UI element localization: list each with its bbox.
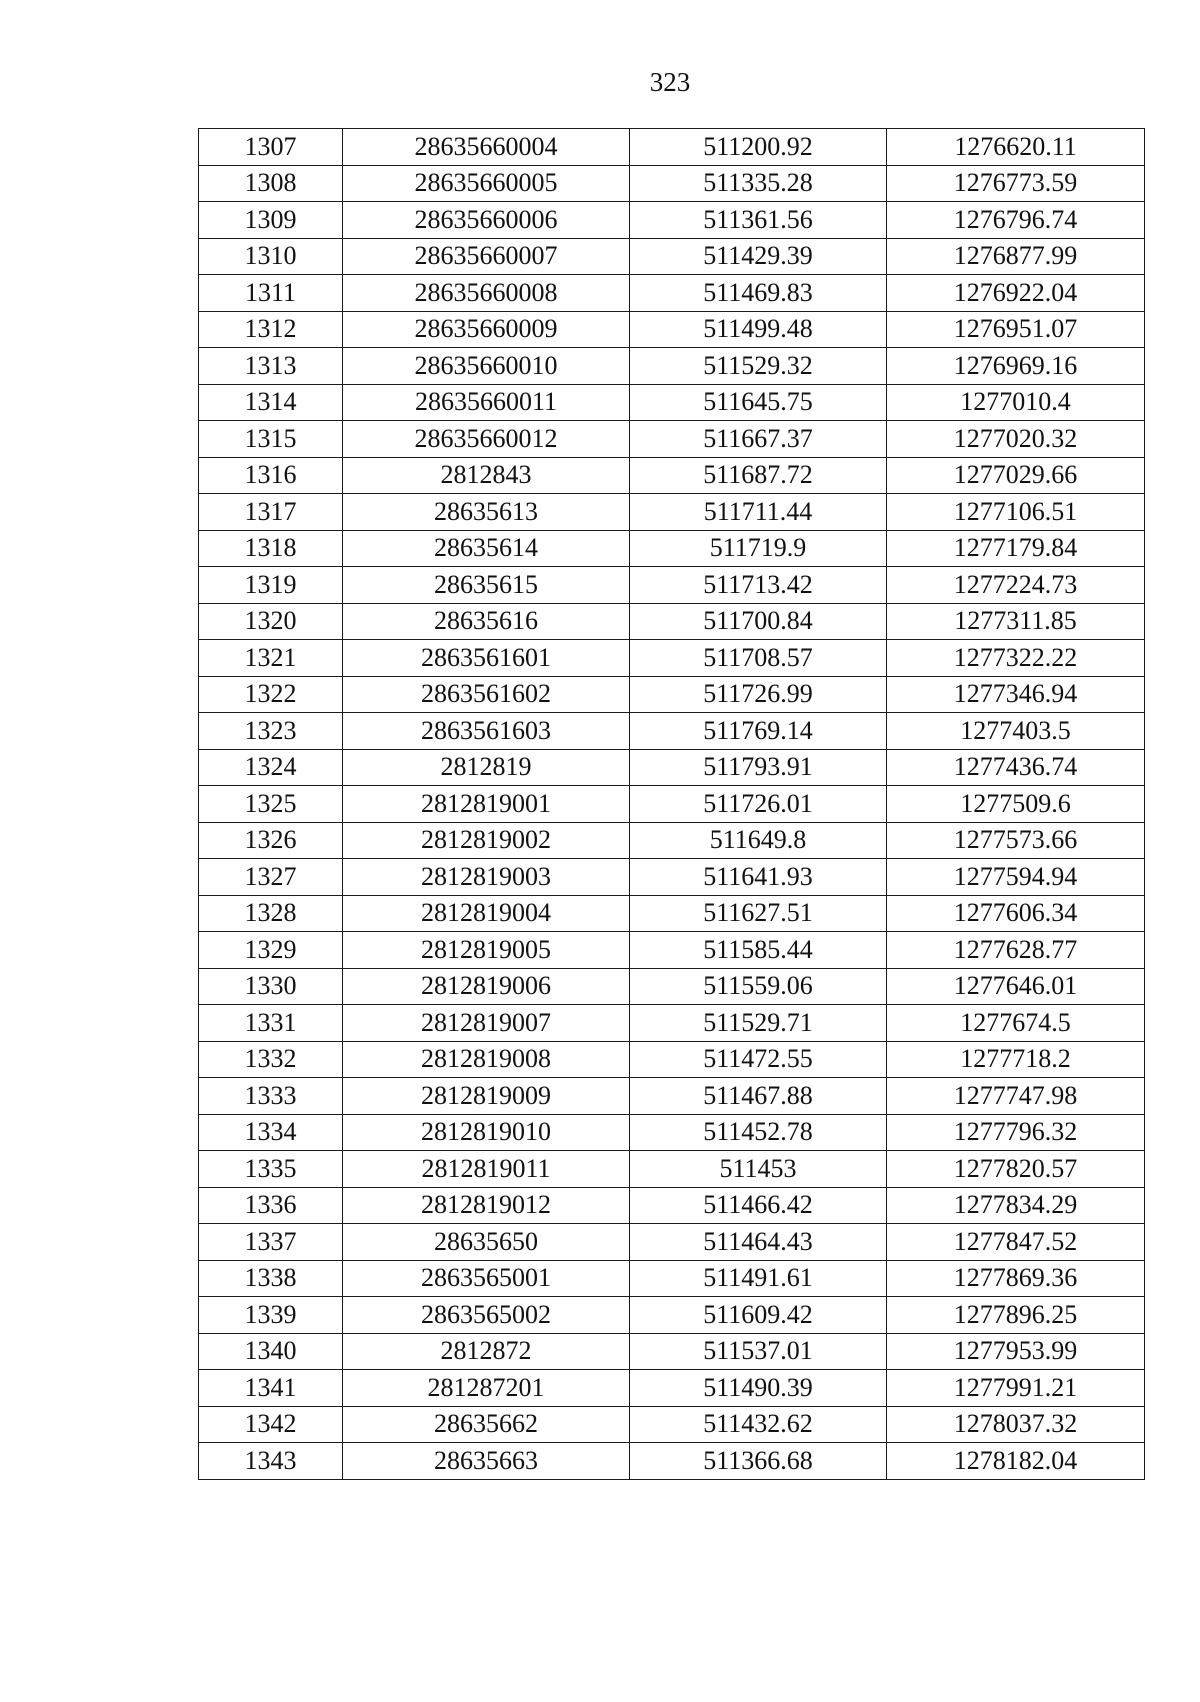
x-coordinate-cell: 511641.93	[630, 859, 887, 896]
row-number-cell: 1338	[199, 1260, 343, 1297]
row-number-cell: 1324	[199, 749, 343, 786]
row-number-cell: 1310	[199, 238, 343, 275]
x-coordinate-cell: 511726.01	[630, 786, 887, 823]
y-coordinate-cell: 1277436.74	[887, 749, 1145, 786]
point-id-cell: 28635660007	[343, 238, 630, 275]
row-number-cell: 1327	[199, 859, 343, 896]
table-row	[199, 822, 1145, 859]
table-row	[199, 1187, 1145, 1224]
y-coordinate-cell: 1277179.84	[887, 530, 1145, 567]
point-id-cell: 28635660009	[343, 311, 630, 348]
x-coordinate-cell: 511559.06	[630, 968, 887, 1005]
row-number-cell: 1329	[199, 932, 343, 969]
x-coordinate-cell: 511432.62	[630, 1406, 887, 1443]
point-id-cell: 28635663	[343, 1443, 630, 1480]
row-number-cell: 1311	[199, 275, 343, 312]
row-number-cell: 1317	[199, 494, 343, 531]
x-coordinate-cell: 511472.55	[630, 1041, 887, 1078]
y-coordinate-cell: 1277346.94	[887, 676, 1145, 713]
y-coordinate-cell: 1277029.66	[887, 457, 1145, 494]
x-coordinate-cell: 511469.83	[630, 275, 887, 312]
table-row	[199, 165, 1145, 202]
point-id-cell: 2863561601	[343, 640, 630, 677]
y-coordinate-cell: 1277020.32	[887, 421, 1145, 458]
point-id-cell: 28635660006	[343, 202, 630, 239]
x-coordinate-cell: 511529.71	[630, 1005, 887, 1042]
point-id-cell: 2812819002	[343, 822, 630, 859]
table-row	[199, 1078, 1145, 1115]
table-row	[199, 603, 1145, 640]
point-id-cell: 28635660012	[343, 421, 630, 458]
point-id-cell: 2812819003	[343, 859, 630, 896]
point-id-cell: 28635650	[343, 1224, 630, 1261]
x-coordinate-cell: 511645.75	[630, 384, 887, 421]
x-coordinate-cell: 511466.42	[630, 1187, 887, 1224]
y-coordinate-cell: 1277628.77	[887, 932, 1145, 969]
point-id-cell: 2812819008	[343, 1041, 630, 1078]
table-row	[199, 384, 1145, 421]
point-id-cell: 28635660011	[343, 384, 630, 421]
table-row	[199, 311, 1145, 348]
table-row	[199, 457, 1145, 494]
table-row	[199, 202, 1145, 239]
point-id-cell: 2812819001	[343, 786, 630, 823]
x-coordinate-cell: 511537.01	[630, 1333, 887, 1370]
coordinates-table	[198, 128, 1145, 1480]
table-row	[199, 640, 1145, 677]
point-id-cell: 2863561602	[343, 676, 630, 713]
point-id-cell: 28635660004	[343, 129, 630, 166]
x-coordinate-cell: 511453	[630, 1151, 887, 1188]
point-id-cell: 2812819010	[343, 1114, 630, 1151]
row-number-cell: 1334	[199, 1114, 343, 1151]
row-number-cell: 1326	[199, 822, 343, 859]
row-number-cell: 1319	[199, 567, 343, 604]
x-coordinate-cell: 511719.9	[630, 530, 887, 567]
row-number-cell: 1309	[199, 202, 343, 239]
x-coordinate-cell: 511529.32	[630, 348, 887, 385]
point-id-cell: 28635613	[343, 494, 630, 531]
table-row	[199, 1370, 1145, 1407]
x-coordinate-cell: 511700.84	[630, 603, 887, 640]
row-number-cell: 1333	[199, 1078, 343, 1115]
point-id-cell: 2812819006	[343, 968, 630, 1005]
y-coordinate-cell: 1277796.32	[887, 1114, 1145, 1151]
row-number-cell: 1343	[199, 1443, 343, 1480]
table-row	[199, 567, 1145, 604]
row-number-cell: 1328	[199, 895, 343, 932]
row-number-cell: 1325	[199, 786, 343, 823]
point-id-cell: 2863565001	[343, 1260, 630, 1297]
x-coordinate-cell: 511609.42	[630, 1297, 887, 1334]
row-number-cell: 1331	[199, 1005, 343, 1042]
y-coordinate-cell: 1277311.85	[887, 603, 1145, 640]
point-id-cell: 2812872	[343, 1333, 630, 1370]
x-coordinate-cell: 511713.42	[630, 567, 887, 604]
x-coordinate-cell: 511366.68	[630, 1443, 887, 1480]
y-coordinate-cell: 1276877.99	[887, 238, 1145, 275]
table-row	[199, 1333, 1145, 1370]
y-coordinate-cell: 1276620.11	[887, 129, 1145, 166]
table-row	[199, 1224, 1145, 1261]
row-number-cell: 1323	[199, 713, 343, 750]
y-coordinate-cell: 1277594.94	[887, 859, 1145, 896]
y-coordinate-cell: 1277869.36	[887, 1260, 1145, 1297]
row-number-cell: 1332	[199, 1041, 343, 1078]
row-number-cell: 1335	[199, 1151, 343, 1188]
row-number-cell: 1308	[199, 165, 343, 202]
x-coordinate-cell: 511769.14	[630, 713, 887, 750]
x-coordinate-cell: 511490.39	[630, 1370, 887, 1407]
x-coordinate-cell: 511711.44	[630, 494, 887, 531]
row-number-cell: 1322	[199, 676, 343, 713]
table-row	[199, 1005, 1145, 1042]
x-coordinate-cell: 511429.39	[630, 238, 887, 275]
table-row	[199, 1151, 1145, 1188]
y-coordinate-cell: 1277403.5	[887, 713, 1145, 750]
table-row	[199, 530, 1145, 567]
point-id-cell: 2812819005	[343, 932, 630, 969]
table-row	[199, 1114, 1145, 1151]
y-coordinate-cell: 1277010.4	[887, 384, 1145, 421]
row-number-cell: 1307	[199, 129, 343, 166]
point-id-cell: 28635660005	[343, 165, 630, 202]
row-number-cell: 1313	[199, 348, 343, 385]
y-coordinate-cell: 1277747.98	[887, 1078, 1145, 1115]
x-coordinate-cell: 511585.44	[630, 932, 887, 969]
table-row	[199, 238, 1145, 275]
y-coordinate-cell: 1277674.5	[887, 1005, 1145, 1042]
table-row	[199, 859, 1145, 896]
y-coordinate-cell: 1277224.73	[887, 567, 1145, 604]
point-id-cell: 2812819	[343, 749, 630, 786]
y-coordinate-cell: 1277573.66	[887, 822, 1145, 859]
x-coordinate-cell: 511361.56	[630, 202, 887, 239]
table-row	[199, 1297, 1145, 1334]
x-coordinate-cell: 511200.92	[630, 129, 887, 166]
row-number-cell: 1321	[199, 640, 343, 677]
row-number-cell: 1341	[199, 1370, 343, 1407]
point-id-cell: 28635616	[343, 603, 630, 640]
point-id-cell: 2863561603	[343, 713, 630, 750]
table-row	[199, 1443, 1145, 1480]
table-row	[199, 786, 1145, 823]
point-id-cell: 28635662	[343, 1406, 630, 1443]
table-row	[199, 1260, 1145, 1297]
x-coordinate-cell: 511467.88	[630, 1078, 887, 1115]
x-coordinate-cell: 511499.48	[630, 311, 887, 348]
y-coordinate-cell: 1277322.22	[887, 640, 1145, 677]
row-number-cell: 1336	[199, 1187, 343, 1224]
point-id-cell: 2812819012	[343, 1187, 630, 1224]
table-row	[199, 421, 1145, 458]
x-coordinate-cell: 511793.91	[630, 749, 887, 786]
y-coordinate-cell: 1278182.04	[887, 1443, 1145, 1480]
y-coordinate-cell: 1278037.32	[887, 1406, 1145, 1443]
y-coordinate-cell: 1277718.2	[887, 1041, 1145, 1078]
x-coordinate-cell: 511667.37	[630, 421, 887, 458]
y-coordinate-cell: 1277953.99	[887, 1333, 1145, 1370]
x-coordinate-cell: 511491.61	[630, 1260, 887, 1297]
row-number-cell: 1315	[199, 421, 343, 458]
table-row	[199, 968, 1145, 1005]
y-coordinate-cell: 1276922.04	[887, 275, 1145, 312]
point-id-cell: 2812819007	[343, 1005, 630, 1042]
y-coordinate-cell: 1277896.25	[887, 1297, 1145, 1334]
table-row	[199, 895, 1145, 932]
y-coordinate-cell: 1277820.57	[887, 1151, 1145, 1188]
row-number-cell: 1340	[199, 1333, 343, 1370]
point-id-cell: 2812819011	[343, 1151, 630, 1188]
point-id-cell: 28635660010	[343, 348, 630, 385]
y-coordinate-cell: 1276951.07	[887, 311, 1145, 348]
table-row	[199, 749, 1145, 786]
x-coordinate-cell: 511464.43	[630, 1224, 887, 1261]
coordinates-table-body	[199, 129, 1145, 1480]
point-id-cell: 2863565002	[343, 1297, 630, 1334]
x-coordinate-cell: 511708.57	[630, 640, 887, 677]
row-number-cell: 1320	[199, 603, 343, 640]
table-row	[199, 932, 1145, 969]
x-coordinate-cell: 511687.72	[630, 457, 887, 494]
row-number-cell: 1330	[199, 968, 343, 1005]
point-id-cell: 2812819004	[343, 895, 630, 932]
table-row	[199, 713, 1145, 750]
y-coordinate-cell: 1277606.34	[887, 895, 1145, 932]
y-coordinate-cell: 1277847.52	[887, 1224, 1145, 1261]
row-number-cell: 1337	[199, 1224, 343, 1261]
row-number-cell: 1312	[199, 311, 343, 348]
x-coordinate-cell: 511649.8	[630, 822, 887, 859]
table-row	[199, 676, 1145, 713]
point-id-cell: 28635615	[343, 567, 630, 604]
x-coordinate-cell: 511335.28	[630, 165, 887, 202]
point-id-cell: 281287201	[343, 1370, 630, 1407]
y-coordinate-cell: 1277106.51	[887, 494, 1145, 531]
point-id-cell: 2812819009	[343, 1078, 630, 1115]
row-number-cell: 1316	[199, 457, 343, 494]
row-number-cell: 1342	[199, 1406, 343, 1443]
point-id-cell: 28635660008	[343, 275, 630, 312]
point-id-cell: 2812843	[343, 457, 630, 494]
y-coordinate-cell: 1277646.01	[887, 968, 1145, 1005]
row-number-cell: 1339	[199, 1297, 343, 1334]
y-coordinate-cell: 1276796.74	[887, 202, 1145, 239]
table-row	[199, 129, 1145, 166]
x-coordinate-cell: 511726.99	[630, 676, 887, 713]
table-row	[199, 348, 1145, 385]
point-id-cell: 28635614	[343, 530, 630, 567]
row-number-cell: 1314	[199, 384, 343, 421]
row-number-cell: 1318	[199, 530, 343, 567]
page-number: 323	[649, 67, 691, 97]
x-coordinate-cell: 511627.51	[630, 895, 887, 932]
table-row	[199, 275, 1145, 312]
y-coordinate-cell: 1277991.21	[887, 1370, 1145, 1407]
y-coordinate-cell: 1277834.29	[887, 1187, 1145, 1224]
table-row	[199, 1041, 1145, 1078]
y-coordinate-cell: 1277509.6	[887, 786, 1145, 823]
table-row	[199, 494, 1145, 531]
y-coordinate-cell: 1276969.16	[887, 348, 1145, 385]
table-row	[199, 1406, 1145, 1443]
y-coordinate-cell: 1276773.59	[887, 165, 1145, 202]
x-coordinate-cell: 511452.78	[630, 1114, 887, 1151]
